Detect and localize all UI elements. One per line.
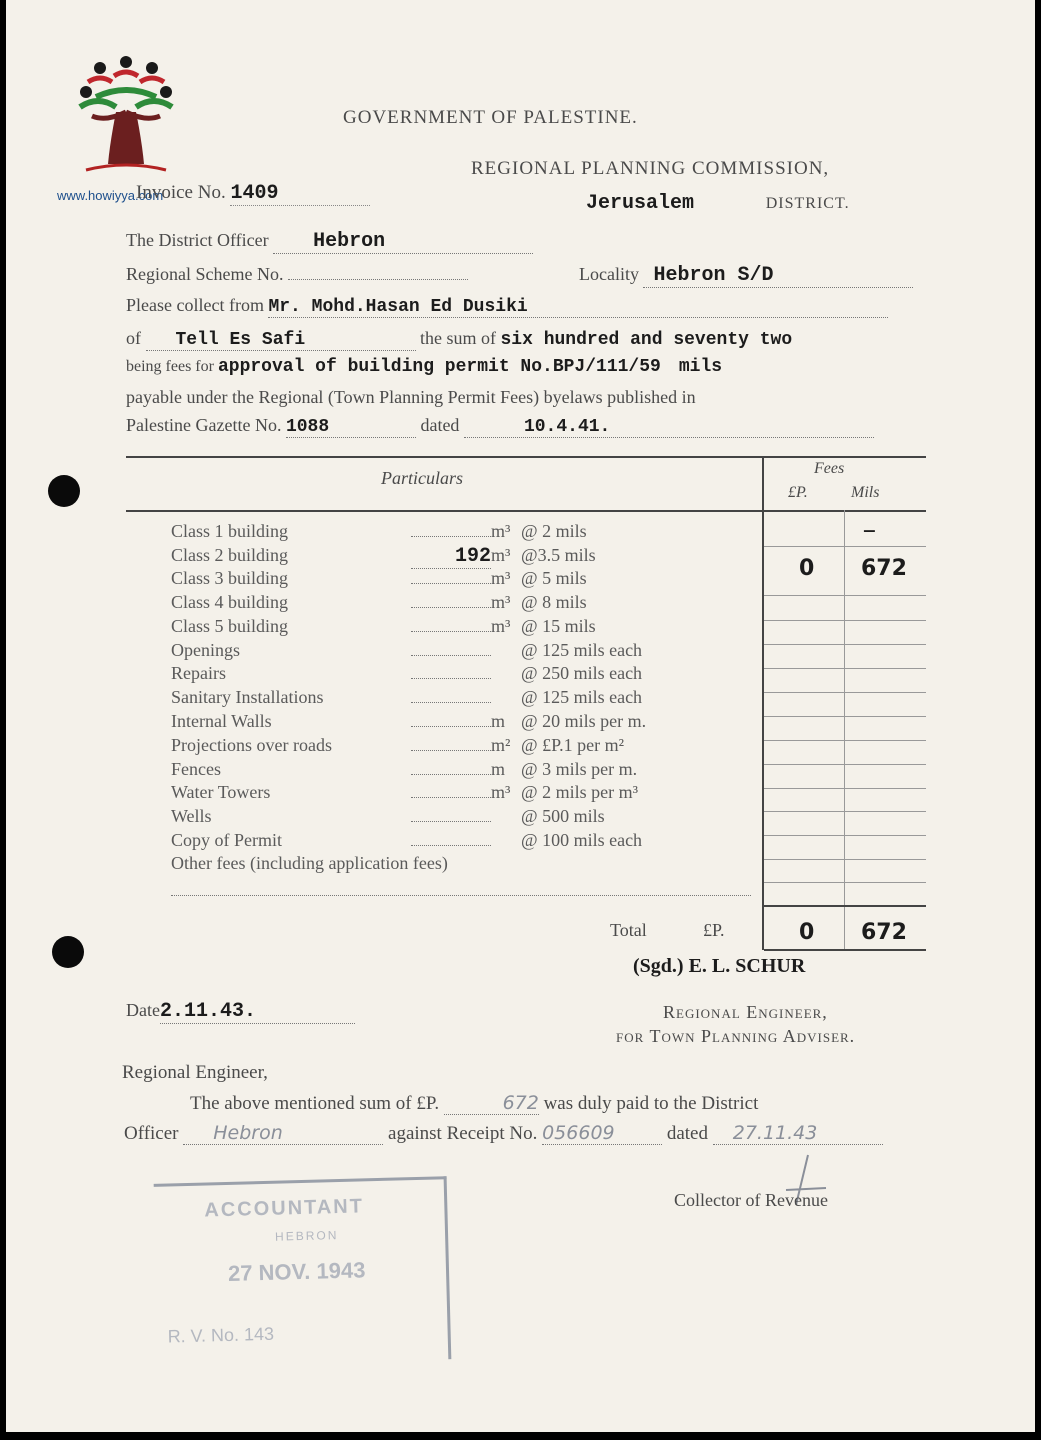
- row-rate: @3.5 mils: [521, 545, 596, 565]
- row-name: Repairs: [171, 663, 226, 683]
- row-qty: [411, 726, 491, 727]
- being-fees-label: being fees for: [126, 358, 214, 375]
- regional-scheme-value: [288, 279, 468, 280]
- fee-pounds: 0: [799, 556, 815, 581]
- gazette-date: 10.4.41.: [464, 417, 874, 438]
- collect-from-line: [126, 295, 888, 318]
- paid-amount: 672: [444, 1092, 539, 1115]
- row-unit: m: [491, 711, 506, 731]
- table-row: [171, 711, 646, 732]
- invoice-document: [6, 0, 1035, 1432]
- row-name: Class 1 building: [171, 521, 289, 541]
- row-qty: [411, 631, 491, 632]
- row-name: Wells: [171, 806, 212, 826]
- gazette-label: Palestine Gazette No.: [126, 415, 282, 435]
- row-rate: @ 3 mils per m.: [521, 759, 638, 779]
- table-row: [171, 521, 587, 542]
- pounds-header: £P.: [788, 484, 808, 501]
- receipt-label: against Receipt No.: [388, 1123, 538, 1144]
- row-rate: @ 125 mils each: [521, 687, 643, 707]
- row-rate: @ 2 mils: [521, 521, 587, 541]
- row-qty: [411, 583, 491, 584]
- fee-mils: 672: [861, 556, 907, 581]
- row-name: Water Towers: [171, 782, 271, 802]
- row-unit: m³: [491, 782, 511, 802]
- table-row: [171, 687, 642, 708]
- punch-hole-bottom: [52, 936, 84, 968]
- locality-label: Locality: [579, 264, 639, 284]
- district-officer-label: The District Officer: [126, 230, 269, 250]
- row-name: Class 4 building: [171, 592, 289, 612]
- fees-header: Fees: [814, 460, 845, 477]
- stamp-line-4: R. V. No. 143: [167, 1323, 275, 1347]
- table-row: [171, 568, 587, 589]
- receipt-date: 27.11.43: [713, 1122, 883, 1145]
- row-qty: [411, 655, 491, 656]
- stamp-line-3: 27 NOV. 1943: [227, 1257, 366, 1286]
- being-fees-unit: mils: [678, 357, 723, 377]
- total-pounds: 0: [799, 920, 815, 945]
- paid-text-2: was duly paid to the District: [543, 1093, 759, 1114]
- fees-column-divider: [762, 456, 764, 950]
- government-heading: GOVERNMENT OF PALESTINE.: [343, 107, 638, 128]
- paid-line: [190, 1092, 758, 1115]
- officer-label: Officer: [124, 1123, 179, 1144]
- row-unit: m²: [491, 735, 511, 755]
- row-name: Projections over roads: [171, 735, 332, 755]
- row-qty: [411, 797, 491, 798]
- row-unit: m³: [491, 521, 511, 541]
- row-name: Fences: [171, 759, 221, 779]
- row-qty: [411, 821, 491, 822]
- of-label: of: [126, 328, 141, 348]
- district-officer-line: [126, 230, 533, 254]
- payable-text: payable under the Regional (Town Planning Permit Fees) byelaws published in: [126, 387, 696, 407]
- row-rate: @ 100 mils each: [521, 830, 643, 850]
- invoice-label: Invoice No.: [136, 182, 226, 203]
- row-rate: @ 5 mils: [521, 568, 587, 588]
- row-unit: m³: [491, 616, 511, 636]
- commission-heading: REGIONAL PLANNING COMMISSION,: [471, 158, 830, 179]
- date-line: [126, 1000, 355, 1024]
- table-row: [171, 592, 587, 613]
- gazette-number: 1088: [286, 417, 416, 438]
- row-name: Class 3 building: [171, 568, 289, 588]
- receipt-number: 056609: [542, 1122, 662, 1145]
- table-row: [171, 782, 638, 803]
- row-name: Internal Walls: [171, 711, 272, 731]
- table-row: [171, 616, 596, 637]
- row-qty: 192: [411, 545, 491, 569]
- row-rate: @ £P.1 per m²: [521, 735, 624, 755]
- collect-from-label: Please collect from: [126, 295, 264, 315]
- gazette-dated-label: dated: [420, 415, 460, 435]
- row-rate: @ 15 mils: [521, 616, 596, 636]
- tree-logo-icon: [66, 52, 186, 192]
- of-value: Tell Es Safi: [146, 330, 416, 351]
- being-fees-value: approval of building permit No.BPJ/111/59: [217, 357, 661, 377]
- district-line: [586, 192, 850, 215]
- receipt-dated-label: dated: [666, 1123, 708, 1144]
- regional-scheme-label: Regional Scheme No.: [126, 264, 284, 284]
- row-rate: @ 500 mils: [521, 806, 605, 826]
- regional-scheme-line: [126, 264, 468, 285]
- row-rate: @ 20 mils per m.: [521, 711, 647, 731]
- watermark-text: www.howiyya.com: [57, 188, 164, 203]
- row-name: Other fees (including application fees): [171, 853, 448, 873]
- other-fees-dotted-line: [171, 885, 751, 896]
- officer-line: [124, 1122, 883, 1145]
- row-rate: @ 8 mils: [521, 592, 587, 612]
- row-unit: m³: [491, 545, 511, 565]
- stamp-line-1: ACCOUNTANT: [204, 1195, 365, 1222]
- table-row: [171, 853, 448, 874]
- signature-title: Regional Engineer,: [663, 1002, 828, 1022]
- row-qty: [411, 845, 491, 846]
- district-officer-value: Hebron: [273, 230, 533, 254]
- sum-value: six hundred and seventy two: [500, 330, 793, 350]
- table-row: [171, 663, 642, 684]
- row-rate: @ 2 mils per m³: [521, 782, 638, 802]
- collect-from-value: Mr. Mohd.Hasan Ed Dusiki: [268, 297, 888, 318]
- row-rate: @ 250 mils each: [521, 663, 643, 683]
- invoice-number: 1409: [230, 182, 370, 206]
- table-row: [171, 830, 642, 851]
- gazette-line: [126, 415, 874, 438]
- table-row: [171, 735, 624, 756]
- row-name: Class 2 building: [171, 545, 289, 565]
- row-qty: [411, 536, 491, 537]
- district-label: DISTRICT.: [765, 195, 850, 212]
- pounds-mils-divider: [844, 510, 845, 950]
- collector-label: Collector of Revenue: [674, 1190, 828, 1210]
- locality-line: [579, 264, 913, 288]
- signed-name: (Sgd.) E. L. SCHUR: [633, 955, 806, 977]
- row-qty: [411, 702, 491, 703]
- table-row: [171, 545, 596, 569]
- punch-hole-top: [48, 475, 80, 507]
- row-name: Class 5 building: [171, 616, 289, 636]
- table-row: [171, 640, 642, 661]
- total-mils: 672: [861, 920, 907, 945]
- row-name: Copy of Permit: [171, 830, 282, 850]
- sum-label: the sum of: [420, 328, 496, 348]
- date-label: Date: [126, 1000, 160, 1020]
- table-row: [171, 759, 637, 780]
- row-qty: [411, 678, 491, 679]
- stamp-line-2: HEBRON: [274, 1228, 339, 1244]
- table-header-rule: [126, 510, 926, 512]
- date-value: 2.11.43.: [160, 1000, 355, 1024]
- total-label: Total: [610, 920, 647, 940]
- total-currency: £P.: [703, 920, 725, 940]
- locality-value: Hebron S/D: [643, 264, 913, 288]
- signature-for-text: for Town Planning Adviser.: [616, 1026, 856, 1046]
- row-unit: m³: [491, 568, 511, 588]
- paid-text-1: The above mentioned sum of £P.: [190, 1093, 440, 1114]
- district-value: Jerusalem: [586, 192, 695, 215]
- addressee: Regional Engineer,: [122, 1062, 268, 1083]
- of-line: [126, 328, 792, 351]
- row-name: Openings: [171, 640, 240, 660]
- mils-header: Mils: [851, 484, 880, 501]
- row-qty: [411, 774, 491, 775]
- row-rate: @ 125 mils each: [521, 640, 643, 660]
- particulars-header: Particulars: [381, 468, 464, 488]
- row-name: Sanitary Installations: [171, 687, 324, 707]
- invoice-line: [136, 182, 370, 206]
- row-unit: m: [491, 759, 506, 779]
- table-row: [171, 806, 605, 827]
- row-unit: m³: [491, 592, 511, 612]
- row-qty: [411, 607, 491, 608]
- class1-mils-dash: —: [864, 522, 875, 542]
- row-qty: [411, 750, 491, 751]
- being-fees-line: [126, 357, 722, 377]
- accountant-stamp: [154, 1176, 452, 1367]
- table-top-rule: [126, 456, 926, 458]
- officer-value: Hebron: [183, 1122, 383, 1145]
